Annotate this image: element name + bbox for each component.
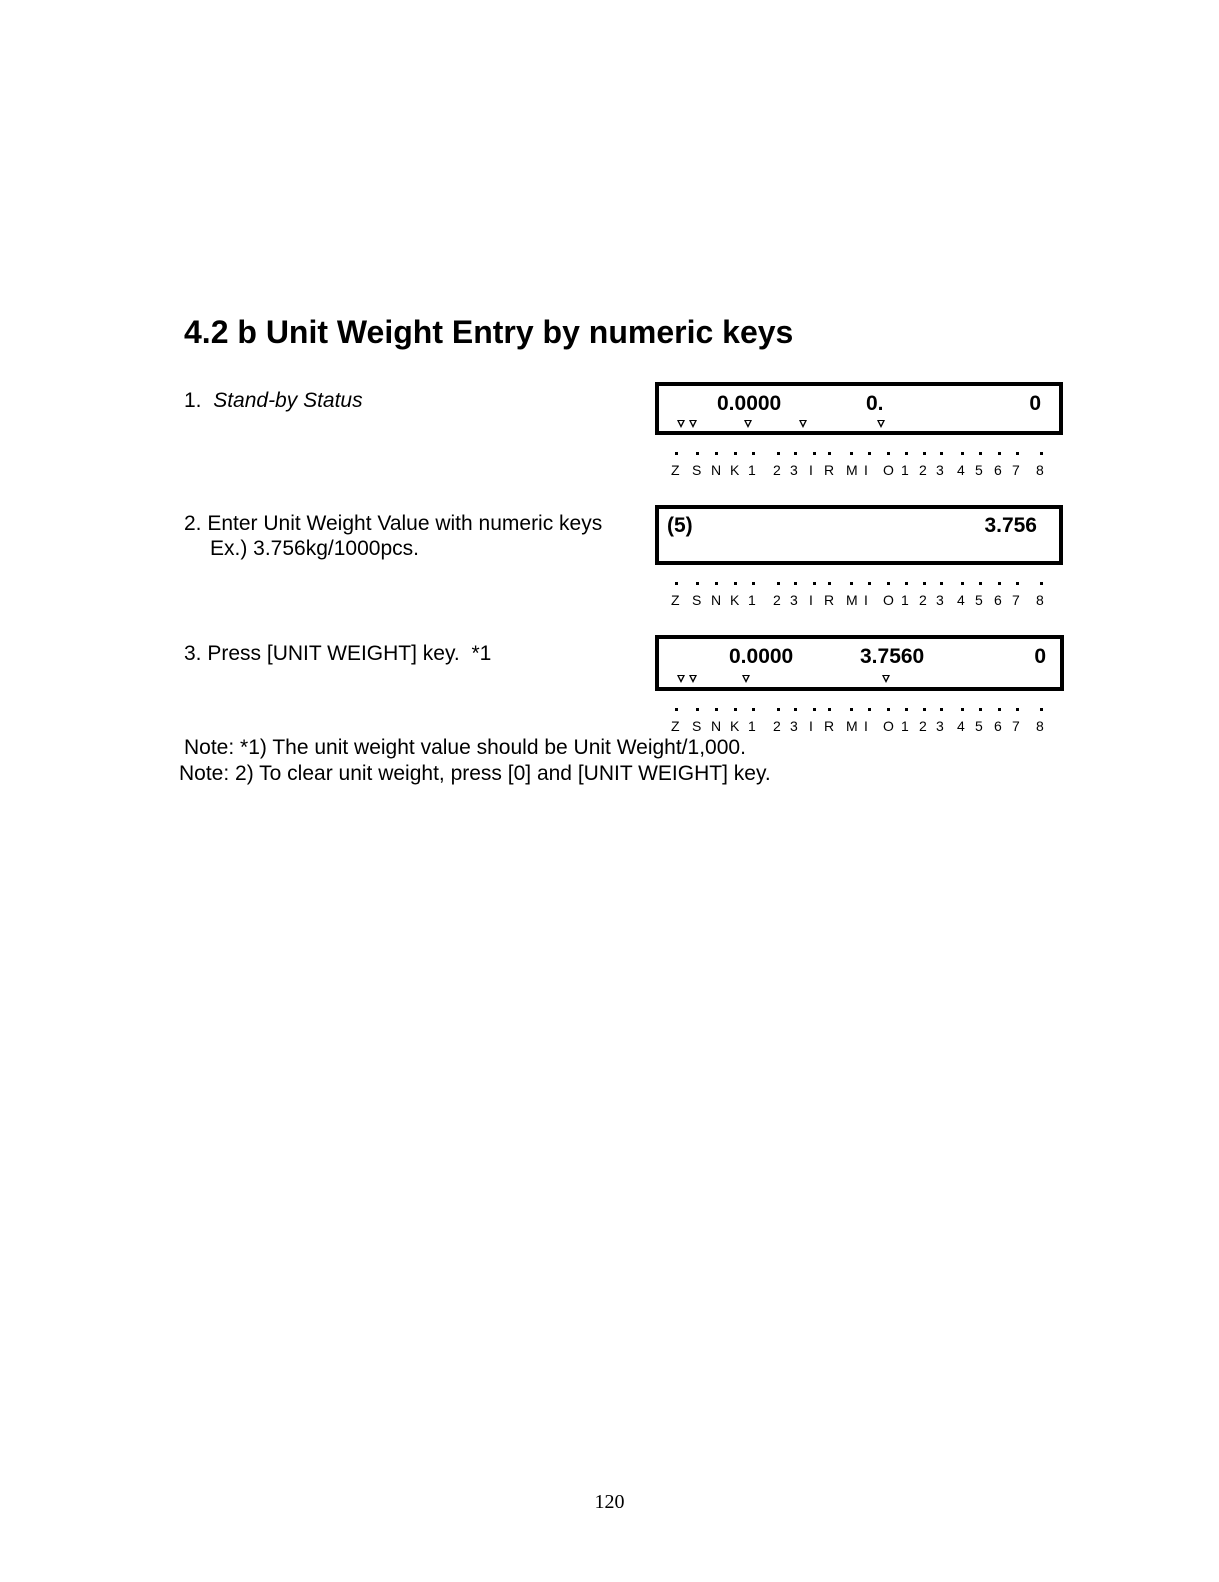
status-label: K xyxy=(730,462,740,478)
status-label: 4 xyxy=(957,592,965,608)
status-label: N xyxy=(711,592,722,608)
display-standby xyxy=(655,382,1063,435)
status-label: S xyxy=(692,462,702,478)
dot-icon xyxy=(794,582,797,585)
display-mode: (5) xyxy=(667,514,693,537)
step-2-text: 2. Enter Unit Weight Value with numeric keys xyxy=(184,512,603,535)
status-label: 1 xyxy=(748,592,756,608)
status-label: 5 xyxy=(975,462,983,478)
status-label: 3 xyxy=(790,462,798,478)
status-label: 5 xyxy=(975,718,983,734)
status-label: 3 xyxy=(936,462,944,478)
dot-icon xyxy=(998,582,1001,585)
dot-icon xyxy=(1016,452,1019,455)
status-label: 3 xyxy=(790,592,798,608)
dot-icon xyxy=(850,582,853,585)
status-annunciators-2 xyxy=(655,582,1063,612)
status-annunciators-3 xyxy=(655,708,1063,738)
status-label: M xyxy=(846,462,858,478)
dot-icon xyxy=(675,452,678,455)
status-label: K xyxy=(730,718,740,734)
status-label: 5 xyxy=(975,592,983,608)
dot-icon xyxy=(905,452,908,455)
dot-icon xyxy=(868,708,871,711)
triangle-down-icon xyxy=(742,675,750,683)
status-label: 6 xyxy=(994,462,1002,478)
dot-icon xyxy=(923,452,926,455)
dot-icon xyxy=(979,582,982,585)
status-label: R xyxy=(824,718,835,734)
status-label: N xyxy=(711,462,722,478)
status-label: 8 xyxy=(1036,592,1044,608)
status-label: 3 xyxy=(790,718,798,734)
triangle-down-icon xyxy=(689,675,697,683)
triangle-down-icon xyxy=(689,420,697,428)
dot-icon xyxy=(1016,708,1019,711)
status-label: I xyxy=(809,718,813,734)
triangle-down-icon xyxy=(677,420,685,428)
dot-icon xyxy=(813,582,816,585)
status-label: I xyxy=(809,592,813,608)
dot-icon xyxy=(794,452,797,455)
dot-icon xyxy=(998,452,1001,455)
dot-icon xyxy=(675,582,678,585)
dot-icon xyxy=(696,452,699,455)
status-label: 1 xyxy=(901,462,909,478)
page-number: 120 xyxy=(594,1491,625,1513)
dot-icon xyxy=(734,452,737,455)
triangle-down-icon xyxy=(882,675,890,683)
note-2: Note: 2) To clear unit weight, press [0] and [UNIT WEIGHT] key. xyxy=(179,762,771,785)
step-1 xyxy=(184,388,363,413)
status-label: N xyxy=(711,718,722,734)
status-label: I xyxy=(864,592,868,608)
dot-icon xyxy=(828,582,831,585)
dot-icon xyxy=(696,708,699,711)
status-label: S xyxy=(692,718,702,734)
dot-icon xyxy=(940,582,943,585)
dot-icon xyxy=(1040,452,1043,455)
status-label: 6 xyxy=(994,592,1002,608)
status-label: I xyxy=(864,718,868,734)
dot-icon xyxy=(905,582,908,585)
status-label: O xyxy=(883,462,894,478)
triangle-down-icon xyxy=(677,675,685,683)
status-label: Z xyxy=(671,718,680,734)
display-count: 0 xyxy=(1029,392,1041,415)
dot-icon xyxy=(813,708,816,711)
dot-icon xyxy=(752,708,755,711)
dot-icon xyxy=(777,708,780,711)
dot-icon xyxy=(715,582,718,585)
display-unit-weight: 3.7560 xyxy=(860,645,925,668)
dot-icon xyxy=(979,452,982,455)
status-label: K xyxy=(730,592,740,608)
dot-icon xyxy=(887,708,890,711)
status-label: I xyxy=(809,462,813,478)
dot-icon xyxy=(675,708,678,711)
status-label: I xyxy=(864,462,868,478)
dot-icon xyxy=(961,582,964,585)
display-unit-weight-set xyxy=(655,635,1064,691)
status-label: 2 xyxy=(919,592,927,608)
dot-icon xyxy=(998,708,1001,711)
status-label: 2 xyxy=(773,718,781,734)
status-label: M xyxy=(846,718,858,734)
dot-icon xyxy=(696,582,699,585)
dot-icon xyxy=(923,708,926,711)
status-label: Z xyxy=(671,462,680,478)
dot-icon xyxy=(923,582,926,585)
dot-icon xyxy=(1040,582,1043,585)
dot-icon xyxy=(777,452,780,455)
step-1-text: Stand-by Status xyxy=(213,389,363,412)
status-label: R xyxy=(824,462,835,478)
triangle-down-icon xyxy=(799,420,807,428)
display-weight: 0.0000 xyxy=(717,392,782,415)
dot-icon xyxy=(715,708,718,711)
display-entry-value: 3.756 xyxy=(984,514,1037,537)
status-label: 7 xyxy=(1012,462,1020,478)
dot-icon xyxy=(752,582,755,585)
status-label: 2 xyxy=(919,462,927,478)
status-label: 4 xyxy=(957,462,965,478)
display-entry xyxy=(655,505,1063,565)
status-label: 8 xyxy=(1036,718,1044,734)
dot-icon xyxy=(940,708,943,711)
dot-icon xyxy=(887,452,890,455)
status-label: 7 xyxy=(1012,718,1020,734)
status-label: O xyxy=(883,718,894,734)
display-unit-weight: 0. xyxy=(866,392,884,415)
display-weight: 0.0000 xyxy=(729,645,794,668)
status-label: 2 xyxy=(919,718,927,734)
dot-icon xyxy=(1040,708,1043,711)
dot-icon xyxy=(734,582,737,585)
dot-icon xyxy=(794,708,797,711)
status-label: 7 xyxy=(1012,592,1020,608)
dot-icon xyxy=(940,452,943,455)
step-3-text: 3. Press [UNIT WEIGHT] key. xyxy=(184,642,460,665)
triangle-down-icon xyxy=(744,420,752,428)
dot-icon xyxy=(905,708,908,711)
dot-icon xyxy=(1016,582,1019,585)
status-label: 4 xyxy=(957,718,965,734)
dot-icon xyxy=(850,708,853,711)
dot-icon xyxy=(715,452,718,455)
section-title: 4.2 b Unit Weight Entry by numeric keys xyxy=(184,314,794,350)
status-label: 1 xyxy=(901,718,909,734)
dot-icon xyxy=(734,708,737,711)
status-label: 1 xyxy=(748,718,756,734)
display-count: 0 xyxy=(1034,645,1046,668)
status-label: 8 xyxy=(1036,462,1044,478)
step-1-number: 1. xyxy=(184,389,202,412)
status-label: S xyxy=(692,592,702,608)
status-label: 2 xyxy=(773,462,781,478)
note-1: Note: *1) The unit weight value should be Unit Weight/1,000. xyxy=(184,736,746,759)
dot-icon xyxy=(961,452,964,455)
status-label: 3 xyxy=(936,718,944,734)
dot-icon xyxy=(752,452,755,455)
status-label: O xyxy=(883,592,894,608)
dot-icon xyxy=(777,582,780,585)
dot-icon xyxy=(887,582,890,585)
dot-icon xyxy=(828,452,831,455)
dot-icon xyxy=(828,708,831,711)
dot-icon xyxy=(850,452,853,455)
status-label: 2 xyxy=(773,592,781,608)
status-label: M xyxy=(846,592,858,608)
dot-icon xyxy=(979,708,982,711)
status-annunciators-1 xyxy=(655,452,1063,482)
triangle-down-icon xyxy=(877,420,885,428)
dot-icon xyxy=(868,582,871,585)
status-label: R xyxy=(824,592,835,608)
dot-icon xyxy=(961,708,964,711)
status-label: Z xyxy=(671,592,680,608)
dot-icon xyxy=(813,452,816,455)
step-2-example: Ex.) 3.756kg/1000pcs. xyxy=(210,537,419,560)
status-label: 1 xyxy=(901,592,909,608)
status-label: 6 xyxy=(994,718,1002,734)
step-3 xyxy=(184,641,491,666)
dot-icon xyxy=(868,452,871,455)
status-label: 3 xyxy=(936,592,944,608)
status-label: 1 xyxy=(748,462,756,478)
step-3-footnote-ref: *1 xyxy=(471,642,492,665)
